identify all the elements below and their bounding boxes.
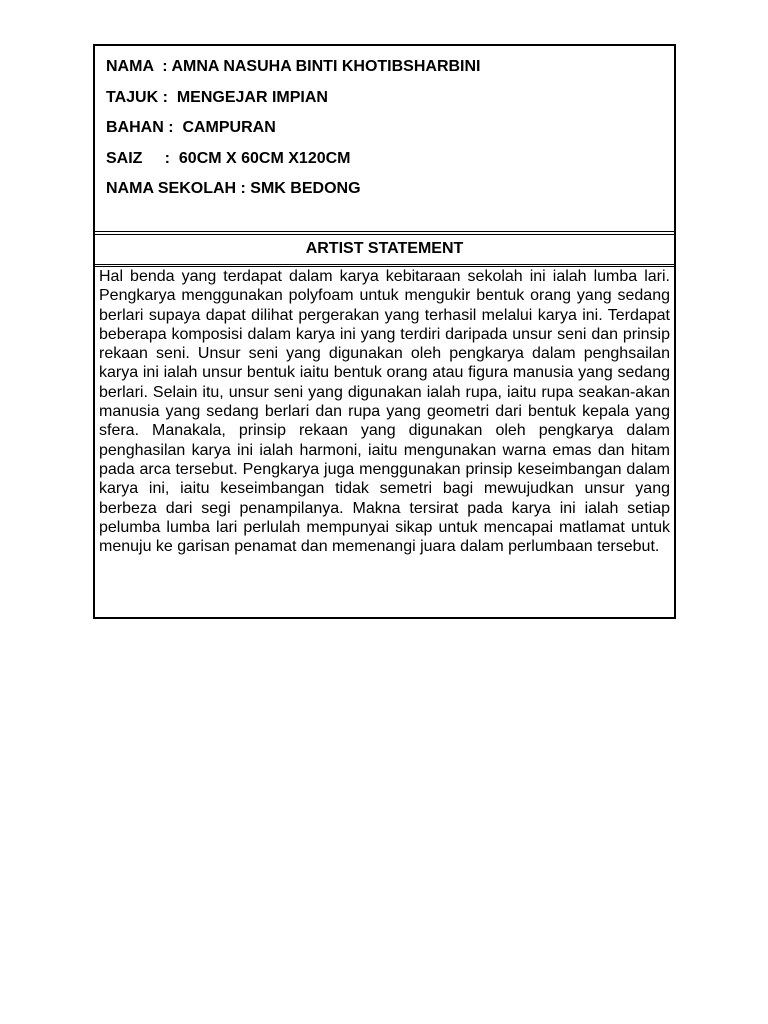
artwork-label-card — [93, 44, 676, 619]
school-name: NAMA SEKOLAH : SMK BEDONG — [106, 180, 361, 197]
artwork-material: BAHAN : CAMPURAN — [106, 119, 276, 136]
artwork-title: TAJUK : MENGEJAR IMPIAN — [106, 88, 328, 106]
artwork-info-section — [95, 46, 674, 233]
artist-name: NAMA : AMNA NASUHA BINTI KHOTIBSHARBINI — [106, 58, 481, 75]
artwork-size: SAIZ : 60CM X 60CM X120CM — [106, 149, 351, 167]
artist-statement-heading: ARTIST STATEMENT — [305, 240, 464, 257]
artist-statement-text: Hal benda yang terdapat dalam karya kebitaraan sekolah ini ialah lumba lari. Pengkarya menggunakan polyfoam untuk mengukir bentuk orang yang sedang berlari supaya dapat dilihat pergerakan yang terhasil melalui karya ini. Terdapat beberapa komposisi dalam karya ini yang terdiri daripada unsur seni dan prinsip rekaan seni. Unsur seni yang digunakan oleh pengkarya dalam penghsailan karya ini ialah unsur bentuk iaitu bentuk orang atau figura manusia yang sedang berlari. Selain itu, unsur seni yang digunakan ialah rupa, iaitu rupa seakan-akan manusia yang sedang berlari dan rupa yang geometri dari bentuk kepala yang sfera. Manakala, prinsip rekaan yang digunakan oleh pengkarya dalam penghasilan karya ini ialah harmoni, iaitu mengunakan warna emas dan hitam pada arca tersebut. Pengkarya juga menggunakan prinsip keseimbangan dalam karya ini, iaitu keseimbangan tidak semetri bagi mewujudkan unsur yang berbeza dari segi penampilanya. Makna tersirat pada karya ini ialah setiap pelumba lumba lari perlulah mempunyai sikap untuk mencapai matlamat untuk menuju ke garisan penamat dan memenangi juara dalam perlumbaan tersebut. — [99, 268, 670, 556]
